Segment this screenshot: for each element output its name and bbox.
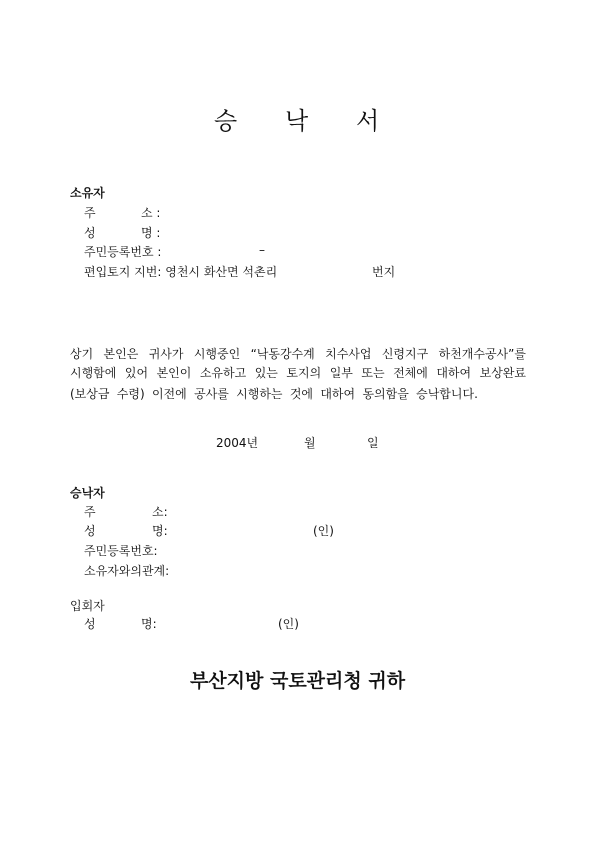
body-word: 전체에 <box>393 366 428 380</box>
title-char-2: 낙 <box>285 107 309 135</box>
title-char-1: 승 <box>214 107 238 135</box>
body-word: 본인이 <box>156 366 192 380</box>
body-word: 보상완료 <box>479 366 526 380</box>
consenter-resident-no-label: 주민등록번호: <box>84 544 158 558</box>
body-word: 귀사가 <box>148 347 184 361</box>
body-word: 신령지구 <box>381 347 429 361</box>
date-day: 일 <box>367 436 379 450</box>
owner-heading: 소유자 <box>70 186 105 200</box>
body-word: 공사를 <box>194 387 229 401</box>
body-line-1 <box>70 345 526 362</box>
consenter-address-label-a: 주 <box>84 505 96 519</box>
body-word: 시행중인 <box>193 347 241 361</box>
body-word: 있는 <box>254 366 278 380</box>
body-word: 동의함을 <box>362 387 409 401</box>
body-word: 시행하는 <box>236 387 283 401</box>
body-word: 또는 <box>361 366 385 380</box>
consenter-name-label-a: 성 <box>84 524 96 538</box>
body-line-3 <box>70 385 478 402</box>
consenter-name-label-b: 명: <box>152 524 168 538</box>
body-word: 수령) <box>116 387 145 401</box>
consenter-address-label-b: 소: <box>152 505 168 519</box>
consenter-heading: 승낙자 <box>70 486 105 500</box>
owner-parcel-label: 편입토지 지번: 영천시 화산면 석촌리 <box>84 265 278 279</box>
body-word: 하천개수공사”를 <box>438 347 526 361</box>
body-word: “낙동강수계 <box>250 347 315 361</box>
body-line-2 <box>70 364 526 381</box>
addressee: 부산지방 국토관리청 귀하 <box>189 670 406 692</box>
body-word: (보상금 <box>70 387 110 401</box>
owner-resident-no-label: 주민등록번호 : <box>84 245 162 259</box>
body-word: 본인은 <box>103 347 139 361</box>
body-word: 토지의 <box>286 366 322 380</box>
body-word: 있어 <box>124 366 149 380</box>
witness-name-label-a: 성 <box>84 617 96 631</box>
consenter-relation-label: 소유자와의관계: <box>84 564 170 578</box>
body-word: 일부 <box>329 366 353 380</box>
body-word: 치수사업 <box>325 347 372 361</box>
owner-name-label-b: 명 : <box>141 226 161 240</box>
witness-seal: (인) <box>278 617 299 631</box>
body-word: 시행함에 <box>70 366 117 380</box>
date-year: 2004년 <box>216 436 259 450</box>
date-month: 월 <box>304 436 316 450</box>
owner-address-label-a: 주 <box>84 206 96 220</box>
consenter-seal: (인) <box>313 524 334 538</box>
title-char-3: 서 <box>356 107 380 135</box>
owner-name-label-a: 성 <box>84 226 96 240</box>
body-word: 대하여 <box>436 366 472 380</box>
owner-parcel-suffix: 번지 <box>372 265 396 279</box>
body-word: 이전에 <box>151 387 187 401</box>
body-word: 승낙합니다. <box>416 387 478 401</box>
body-word: 대하여 <box>320 387 356 401</box>
owner-address-label-b: 소 : <box>141 206 161 220</box>
witness-name-label-b: 명: <box>141 617 157 631</box>
owner-resident-no-dash: – <box>259 243 265 257</box>
body-word: 것에 <box>289 387 314 401</box>
body-word: 소유하고 <box>199 366 247 380</box>
body-word: 상기 <box>70 347 94 361</box>
witness-heading: 입회자 <box>70 599 105 613</box>
